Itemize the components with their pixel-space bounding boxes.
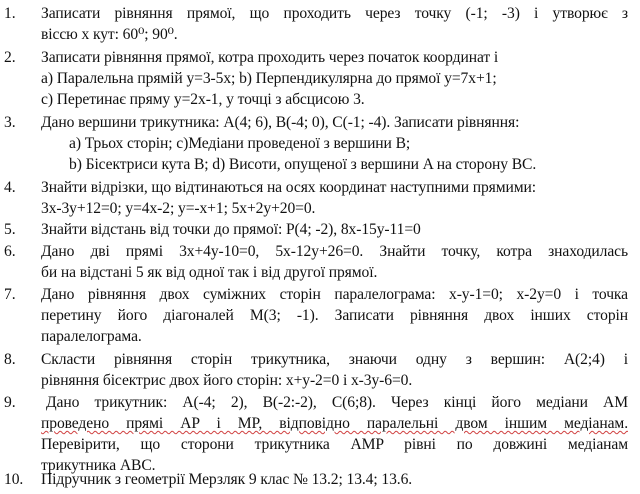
item-line: би на відстані 5 як від одної так і від другої прямої. — [41, 264, 378, 281]
item-number: 1. — [4, 5, 16, 22]
item-number: 7. — [4, 286, 16, 303]
item-line: перетину його діагоналей M(3; -1). Записати рівняння двох інших сторін — [41, 307, 628, 324]
item-line: Дано рівняння двох суміжних сторін паралелограма: x-y-1=0; x-2y=0 і точка — [41, 286, 628, 303]
item-number: 8. — [4, 351, 16, 368]
item-number: 9. — [4, 394, 16, 411]
item-line: Підручник з геометрії Мерзляк 9 клас № 13.2; 13.4; 13.6. — [41, 471, 413, 488]
item-number: 3. — [4, 114, 16, 131]
item-line: c) Перетинає пряму y=2x-1, у точці з абсцисою 3. — [41, 91, 365, 108]
item-line: Дано трикутник: A(-4; 2), B(-2:-2), C(6;8). Через кінці його медіани AM — [46, 394, 628, 411]
item-line: рівняння бісектрис двох його сторін: x+y-2=0 і x-3y-6=0. — [41, 372, 413, 389]
item-line: 3x-3y+12=0; y=4x-2; y=-x+1; 5x+2y+20=0. — [41, 200, 316, 217]
item-number: 10. — [4, 471, 24, 488]
item-line: Дано дві прямі 3x+4y-10=0, 5x-12y+26=0. Знайти точку, котра знаходилась — [41, 243, 628, 260]
item-line: Скласти рівняння сторін трикутника, знаючи одну з вершин: A(2;4) і — [41, 351, 628, 368]
item-line: b) Бісектриси кута B; d) Висоти, опущеної з вершини A на сторону BC. — [69, 156, 537, 173]
item-line: a) Паралельна прямій y=3-5x; b) Перпендикулярна до прямої y=7x+1; — [41, 70, 497, 87]
item-line: Знайти відстань від точки до прямої: P(4; -2), 8x-15y-11=0 — [41, 221, 421, 238]
item-line: Записати рівняння прямої, котра проходить через початок координат і — [41, 49, 499, 66]
item-line: віссю x кут: 60⁰; 90⁰. — [41, 26, 178, 43]
item-number: 4. — [4, 179, 16, 196]
item-line: трикутника ABC. — [41, 457, 156, 474]
item-number: 5. — [4, 221, 16, 238]
item-line: Знайти відрізки, що відтинаються на осях координат наступними прямими: — [41, 179, 537, 196]
item-number: 2. — [4, 49, 16, 66]
item-line: проведено прямі AP і MP, відповідно паралельні двом іншим медіанам. — [41, 415, 628, 432]
item-line: паралелограма. — [41, 328, 142, 345]
item-line: Дано вершини трикутника: A(4; 6), B(-4; 0), C(-1; -4). Записати рівняння: — [41, 114, 520, 131]
item-line: Записати рівняння прямої, що проходить через точку (-1; -3) і утворює з — [41, 5, 628, 22]
item-number: 6. — [4, 243, 16, 260]
item-line: a) Трьох сторін; c)Медіани проведеної з вершини B; — [69, 135, 411, 152]
item-line: Перевірити, що сторони трикутника AMP рівні по довжині медіанам — [41, 436, 628, 453]
